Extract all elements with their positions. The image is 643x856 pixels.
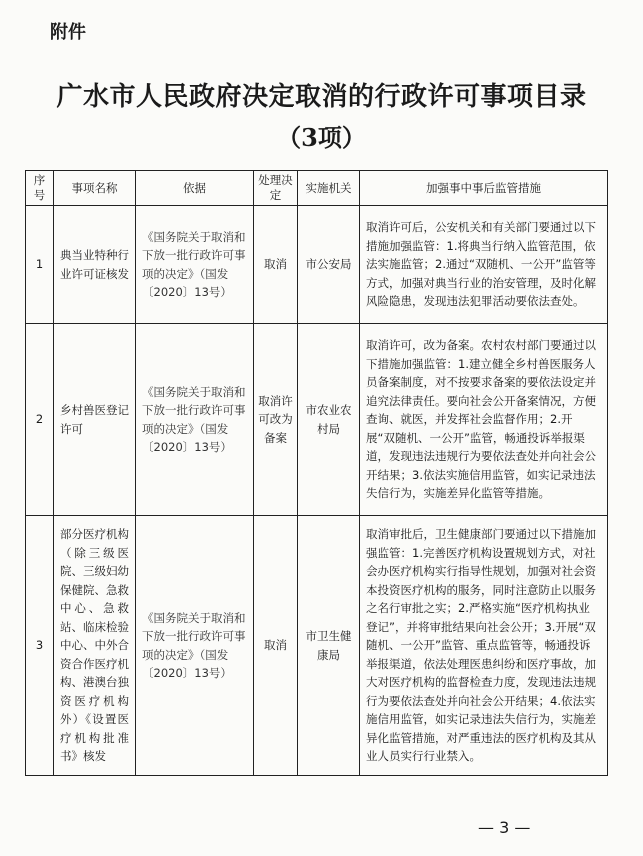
page-number: — 3 — (478, 818, 531, 837)
table-row (26, 324, 608, 516)
header-no: 序号 (26, 171, 54, 206)
table-row (26, 206, 608, 324)
row-no: 3 (26, 516, 54, 776)
header-decision: 处理决定 (254, 171, 298, 206)
header-agency: 实施机关 (298, 171, 360, 206)
permit-table (25, 170, 608, 776)
row-agency: 市农业农村局 (298, 324, 360, 516)
document-subtitle: （3项） (277, 123, 366, 152)
document-title: 广水市人民政府决定取消的行政许可事项目录 (56, 82, 587, 112)
table-row (26, 516, 608, 776)
row-decision: 取消许可改为备案 (254, 324, 298, 516)
row-measures: 取消许可，改为备案。农村农村部门要通过以下措施加强监管：1.建立健全乡村兽医服务人员备案制度，对不按要求备案的要依法设定并追究法律责任。要向社会公开备案情况，方便查询、就医，并发挥社会监督作用；2.开展“双随机、一公开”监管，畅通投诉举报渠道，发现违法违规行为要依法查处并向社会公开结果；3.依法实施信用监管，如实记录违法失信行为，实施差异化监管等措施。 (360, 324, 608, 516)
row-no: 2 (26, 324, 54, 516)
row-name: 部分医疗机构（除三级医院、三级妇幼保健院、急救中心、急救站、临床检验中心、中外合资合作医疗机构、港澳台独资医疗机构外）《设置医疗机构批准书》核发 (54, 516, 136, 776)
row-agency: 市公安局 (298, 206, 360, 324)
header-measures: 加强事中事后监管措施 (360, 171, 608, 206)
row-decision: 取消 (254, 206, 298, 324)
row-decision: 取消 (254, 516, 298, 776)
table-header-row (26, 171, 608, 206)
row-measures: 取消审批后，卫生健康部门要通过以下措施加强监管：1.完善医疗机构设置规划方式，对社会办医疗机构实行指导性规划，加强对社会资本投资医疗机构的服务，同时注意防止以服务之名行审批之实；2.严格实施“医疗机构执业登记”，并将审批结果向社会公开；3.开展“双随机、一公开”监管、重点监管等，畅通投诉举报渠道，依法处理医患纠纷和医疗事故，加大对医疗机构的监督检查力度，发现违法违规行为要依法查处并向社会公开结果；4.依法实施信用监管，如实记录违法失信行为，实施差异化监管措施，对严重违法的医疗机构及其从业人员实行行业禁入。 (360, 516, 608, 776)
attachment-label: 附件 (50, 22, 86, 43)
header-basis: 依据 (136, 171, 254, 206)
row-name: 乡村兽医登记许可 (54, 324, 136, 516)
row-basis: 《国务院关于取消和下放一批行政许可事项的决定》（国发〔2020〕13号） (136, 324, 254, 516)
row-basis: 《国务院关于取消和下放一批行政许可事项的决定》（国发〔2020〕13号） (136, 206, 254, 324)
row-name: 典当业特种行业许可证核发 (54, 206, 136, 324)
row-no: 1 (26, 206, 54, 324)
row-measures: 取消许可后，公安机关和有关部门要通过以下措施加强监管：1.将典当行纳入监管范围，依法实施监管；2.通过“双随机、一公开”监管等方式，加强对典当行业的治安管理，及时化解风险隐患，发现违法犯罪活动要依法查处。 (360, 206, 608, 324)
row-agency: 市卫生健康局 (298, 516, 360, 776)
row-basis: 《国务院关于取消和下放一批行政许可事项的决定》（国发〔2020〕13号） (136, 516, 254, 776)
header-name: 事项名称 (54, 171, 136, 206)
